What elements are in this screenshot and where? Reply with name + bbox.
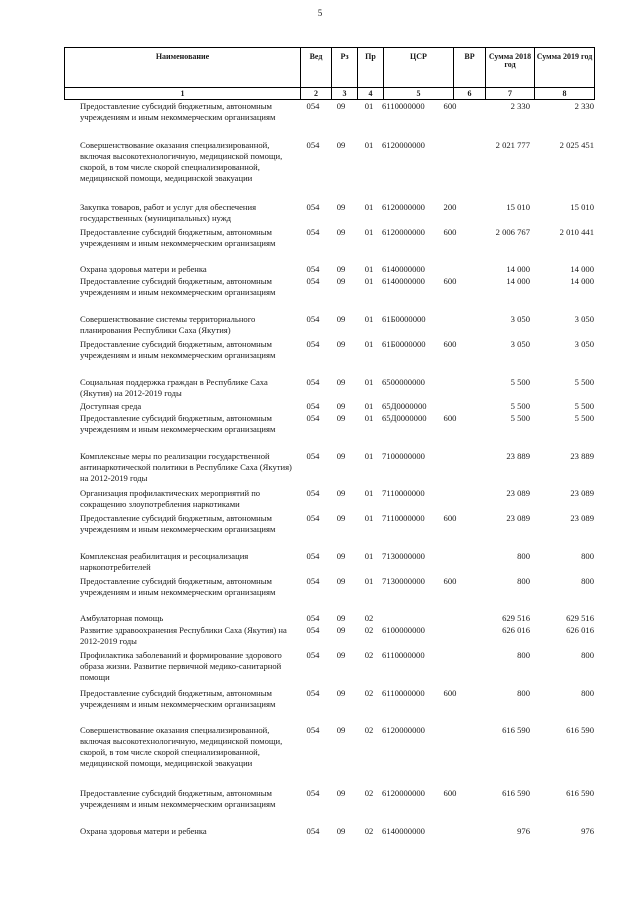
row-pr: 01 bbox=[364, 101, 374, 111]
row-rz: 09 bbox=[336, 339, 346, 349]
row-pr: 02 bbox=[364, 788, 374, 798]
row-csr: 6110000000 bbox=[382, 688, 425, 698]
row-sum-2018: 3 050 bbox=[510, 339, 530, 349]
row-name: Предоставление субсидий бюджетным, автономным учреждениям и иным некоммерческим организациям bbox=[80, 788, 276, 809]
row-name: Охрана здоровья матери и ребенка bbox=[80, 264, 207, 274]
row-csr: 7100000000 bbox=[382, 451, 425, 461]
row-csr: 6140000000 bbox=[382, 264, 425, 274]
row-csr: 6110000000 bbox=[382, 101, 425, 111]
row-sum-2018: 23 089 bbox=[506, 488, 530, 498]
row-csr: 65Д0000000 bbox=[382, 413, 427, 423]
row-ved: 054 bbox=[306, 513, 320, 523]
row-ved: 054 bbox=[306, 264, 320, 274]
row-vr: 600 bbox=[443, 513, 457, 523]
row-rz: 09 bbox=[336, 826, 346, 836]
row-sum-2018: 800 bbox=[517, 688, 530, 698]
row-ved: 054 bbox=[306, 140, 320, 150]
header-name: Наименование bbox=[64, 48, 300, 88]
row-rz: 09 bbox=[336, 202, 346, 212]
row-pr: 01 bbox=[364, 488, 374, 498]
header-sum-2018: Сумма 2018 год bbox=[485, 48, 534, 88]
row-pr: 02 bbox=[364, 725, 374, 735]
row-ved: 054 bbox=[306, 576, 320, 586]
row-rz: 09 bbox=[336, 613, 346, 623]
row-csr: 65Д0000000 bbox=[382, 401, 427, 411]
row-pr: 01 bbox=[364, 339, 374, 349]
row-csr: 7110000000 bbox=[382, 513, 425, 523]
col-number-4: 4 bbox=[357, 88, 383, 100]
row-pr: 01 bbox=[364, 227, 374, 237]
row-ved: 054 bbox=[306, 688, 320, 698]
col-number-5: 5 bbox=[383, 88, 453, 100]
row-vr: 600 bbox=[443, 413, 457, 423]
row-rz: 09 bbox=[336, 725, 346, 735]
row-sum-2018: 800 bbox=[517, 576, 530, 586]
row-vr: 600 bbox=[443, 339, 457, 349]
row-name: Предоставление субсидий бюджетным, автономным учреждениям и иным некоммерческим организациям bbox=[80, 101, 276, 122]
col-number-8: 8 bbox=[534, 88, 594, 100]
row-sum-2019: 23 889 bbox=[570, 451, 594, 461]
row-csr: 7130000000 bbox=[382, 551, 425, 561]
row-rz: 09 bbox=[336, 101, 346, 111]
row-pr: 01 bbox=[364, 576, 374, 586]
row-pr: 01 bbox=[364, 413, 374, 423]
row-ved: 054 bbox=[306, 826, 320, 836]
row-sum-2019: 14 000 bbox=[570, 276, 594, 286]
row-vr: 600 bbox=[443, 101, 457, 111]
row-ved: 054 bbox=[306, 101, 320, 111]
row-name: Совершенствование оказания специализированной, включая высокотехнологичную, медицинской помощи, скорой, в том числе скорой специализированной, медицинской помощи, медицинской эвакуации bbox=[80, 140, 283, 183]
row-sum-2018: 5 500 bbox=[510, 377, 530, 387]
row-csr: 6500000000 bbox=[382, 377, 425, 387]
header-vr: ВР bbox=[453, 48, 485, 88]
row-rz: 09 bbox=[336, 451, 346, 461]
row-pr: 01 bbox=[364, 276, 374, 286]
row-rz: 09 bbox=[336, 227, 346, 237]
row-sum-2019: 5 500 bbox=[574, 413, 594, 423]
col-number-3: 3 bbox=[331, 88, 357, 100]
row-sum-2019: 616 590 bbox=[566, 725, 594, 735]
row-ved: 054 bbox=[306, 339, 320, 349]
row-rz: 09 bbox=[336, 488, 346, 498]
row-sum-2019: 5 500 bbox=[574, 377, 594, 387]
row-sum-2019: 23 089 bbox=[570, 513, 594, 523]
row-csr: 6140000000 bbox=[382, 826, 425, 836]
header-pr: Пр bbox=[357, 48, 383, 88]
row-csr: 61Б0000000 bbox=[382, 314, 426, 324]
row-csr: 61Б0000000 bbox=[382, 339, 426, 349]
row-name: Доступная среда bbox=[80, 401, 142, 411]
row-name: Совершенствование системы территориального планирования Республики Саха (Якутия) bbox=[80, 314, 256, 335]
row-sum-2018: 626 016 bbox=[502, 625, 530, 635]
row-csr: 7130000000 bbox=[382, 576, 425, 586]
row-vr: 600 bbox=[443, 788, 457, 798]
row-ved: 054 bbox=[306, 725, 320, 735]
row-ved: 054 bbox=[306, 451, 320, 461]
row-csr: 7110000000 bbox=[382, 488, 425, 498]
row-rz: 09 bbox=[336, 576, 346, 586]
row-name: Предоставление субсидий бюджетным, автономным учреждениям и иным некоммерческим организациям bbox=[80, 576, 276, 597]
row-name: Предоставление субсидий бюджетным, автономным учреждениям и иным некоммерческим организациям bbox=[80, 688, 276, 709]
row-sum-2018: 3 050 bbox=[510, 314, 530, 324]
row-name: Комплексная реабилитация и ресоциализация наркопотребителей bbox=[80, 551, 249, 572]
row-sum-2018: 800 bbox=[517, 650, 530, 660]
row-pr: 01 bbox=[364, 202, 374, 212]
row-name: Предоставление субсидий бюджетным, автономным учреждениям и иным некоммерческим организациям bbox=[80, 413, 276, 434]
row-sum-2018: 800 bbox=[517, 551, 530, 561]
row-ved: 054 bbox=[306, 613, 320, 623]
row-sum-2018: 5 500 bbox=[510, 401, 530, 411]
row-vr: 600 bbox=[443, 688, 457, 698]
row-pr: 01 bbox=[364, 513, 374, 523]
row-sum-2018: 616 590 bbox=[502, 725, 530, 735]
row-csr: 6120000000 bbox=[382, 202, 425, 212]
row-csr: 6120000000 bbox=[382, 227, 425, 237]
row-csr: 6100000000 bbox=[382, 625, 425, 635]
row-sum-2018: 976 bbox=[517, 826, 530, 836]
row-sum-2019: 629 516 bbox=[566, 613, 594, 623]
row-ved: 054 bbox=[306, 625, 320, 635]
row-pr: 01 bbox=[364, 314, 374, 324]
row-sum-2019: 2 330 bbox=[574, 101, 594, 111]
row-ved: 054 bbox=[306, 276, 320, 286]
row-csr: 6120000000 bbox=[382, 140, 425, 150]
row-pr: 01 bbox=[364, 451, 374, 461]
row-sum-2019: 3 050 bbox=[574, 339, 594, 349]
header-ved: Вед bbox=[300, 48, 331, 88]
row-pr: 01 bbox=[364, 140, 374, 150]
row-name: Амбулаторная помощь bbox=[80, 613, 164, 623]
row-sum-2019: 800 bbox=[581, 688, 594, 698]
row-pr: 02 bbox=[364, 625, 374, 635]
row-vr: 200 bbox=[443, 202, 457, 212]
row-name: Социальная поддержка граждан в Республике Саха (Якутия) на 2012-2019 годы bbox=[80, 377, 268, 398]
row-csr: 6110000000 bbox=[382, 650, 425, 660]
row-pr: 01 bbox=[364, 377, 374, 387]
row-ved: 054 bbox=[306, 377, 320, 387]
row-ved: 054 bbox=[306, 488, 320, 498]
row-sum-2018: 14 000 bbox=[506, 276, 530, 286]
row-rz: 09 bbox=[336, 401, 346, 411]
row-ved: 054 bbox=[306, 314, 320, 324]
row-vr: 600 bbox=[443, 227, 457, 237]
row-sum-2019: 800 bbox=[581, 576, 594, 586]
row-sum-2018: 15 010 bbox=[506, 202, 530, 212]
row-rz: 09 bbox=[336, 650, 346, 660]
row-rz: 09 bbox=[336, 413, 346, 423]
row-rz: 09 bbox=[336, 264, 346, 274]
row-sum-2019: 976 bbox=[581, 826, 594, 836]
col-number-6: 6 bbox=[453, 88, 485, 100]
row-rz: 09 bbox=[336, 276, 346, 286]
row-name: Развитие здравоохранения Республики Саха (Якутия) на 2012-2019 годы bbox=[80, 625, 287, 646]
header-sum-2019: Сумма 2019 год bbox=[534, 48, 594, 88]
header-csr: ЦСР bbox=[383, 48, 453, 88]
row-sum-2019: 2 025 451 bbox=[559, 140, 594, 150]
row-name: Комплексные меры по реализации государственной антинаркотической политики в Республике Саха (Якутия) на 2012-2019 годы bbox=[80, 451, 292, 483]
page-number: 5 bbox=[317, 8, 323, 18]
col-number-2: 2 bbox=[300, 88, 331, 100]
row-pr: 02 bbox=[364, 688, 374, 698]
row-sum-2018: 2 021 777 bbox=[495, 140, 530, 150]
header-rz: Рз bbox=[331, 48, 357, 88]
row-pr: 02 bbox=[364, 613, 374, 623]
row-name: Предоставление субсидий бюджетным, автономным учреждениям и иным некоммерческим организациям bbox=[80, 276, 276, 297]
row-csr: 6120000000 bbox=[382, 788, 425, 798]
row-sum-2018: 616 590 bbox=[502, 788, 530, 798]
row-csr: 6140000000 bbox=[382, 276, 425, 286]
row-rz: 09 bbox=[336, 788, 346, 798]
col-number-7: 7 bbox=[485, 88, 534, 100]
row-sum-2018: 23 889 bbox=[506, 451, 530, 461]
row-sum-2018: 2 330 bbox=[510, 101, 530, 111]
row-pr: 02 bbox=[364, 826, 374, 836]
col-number-1: 1 bbox=[64, 88, 300, 100]
row-sum-2019: 14 000 bbox=[570, 264, 594, 274]
row-sum-2019: 15 010 bbox=[570, 202, 594, 212]
row-ved: 054 bbox=[306, 788, 320, 798]
row-sum-2018: 14 000 bbox=[506, 264, 530, 274]
row-sum-2019: 3 050 bbox=[574, 314, 594, 324]
row-sum-2019: 2 010 441 bbox=[559, 227, 594, 237]
row-csr: 6120000000 bbox=[382, 725, 425, 735]
row-vr: 600 bbox=[443, 576, 457, 586]
row-name: Предоставление субсидий бюджетным, автономным учреждениям и иным некоммерческим организациям bbox=[80, 339, 276, 360]
row-pr: 01 bbox=[364, 551, 374, 561]
row-sum-2018: 629 516 bbox=[502, 613, 530, 623]
row-rz: 09 bbox=[336, 377, 346, 387]
row-ved: 054 bbox=[306, 202, 320, 212]
row-name: Организация профилактических мероприятий по сокращению злоупотребления наркотиками bbox=[80, 488, 261, 509]
row-ved: 054 bbox=[306, 227, 320, 237]
row-vr: 600 bbox=[443, 276, 457, 286]
row-rz: 09 bbox=[336, 688, 346, 698]
row-sum-2019: 23 089 bbox=[570, 488, 594, 498]
row-pr: 01 bbox=[364, 401, 374, 411]
row-rz: 09 bbox=[336, 140, 346, 150]
row-ved: 054 bbox=[306, 650, 320, 660]
row-sum-2018: 23 089 bbox=[506, 513, 530, 523]
row-name: Совершенствование оказания специализированной, включая высокотехнологичную, медицинской помощи, скорой, в том числе скорой специализированной, медицинской помощи, медицинской эвакуации bbox=[80, 725, 283, 768]
row-ved: 054 bbox=[306, 401, 320, 411]
row-rz: 09 bbox=[336, 513, 346, 523]
header-right-border bbox=[594, 48, 595, 100]
row-sum-2018: 2 006 767 bbox=[495, 227, 530, 237]
row-sum-2019: 800 bbox=[581, 650, 594, 660]
row-pr: 02 bbox=[364, 650, 374, 660]
row-sum-2019: 616 590 bbox=[566, 788, 594, 798]
row-sum-2018: 5 500 bbox=[510, 413, 530, 423]
row-pr: 01 bbox=[364, 264, 374, 274]
row-rz: 09 bbox=[336, 551, 346, 561]
row-sum-2019: 5 500 bbox=[574, 401, 594, 411]
row-name: Закупка товаров, работ и услуг для обеспечения государственных (муниципальных) нужд bbox=[80, 202, 257, 223]
row-ved: 054 bbox=[306, 413, 320, 423]
table-header bbox=[64, 47, 595, 100]
row-sum-2019: 800 bbox=[581, 551, 594, 561]
row-rz: 09 bbox=[336, 625, 346, 635]
row-name: Профилактика заболеваний и формирование здорового образа жизни. Развитие первичной медико-санитарной помощи bbox=[80, 650, 282, 682]
row-name: Предоставление субсидий бюджетным, автономным учреждениям и иным некоммерческим организациям bbox=[80, 513, 276, 534]
row-name: Предоставление субсидий бюджетным, автономным учреждениям и иным некоммерческим организациям bbox=[80, 227, 276, 248]
row-rz: 09 bbox=[336, 314, 346, 324]
row-name: Охрана здоровья матери и ребенка bbox=[80, 826, 207, 836]
row-sum-2019: 626 016 bbox=[566, 625, 594, 635]
row-ved: 054 bbox=[306, 551, 320, 561]
